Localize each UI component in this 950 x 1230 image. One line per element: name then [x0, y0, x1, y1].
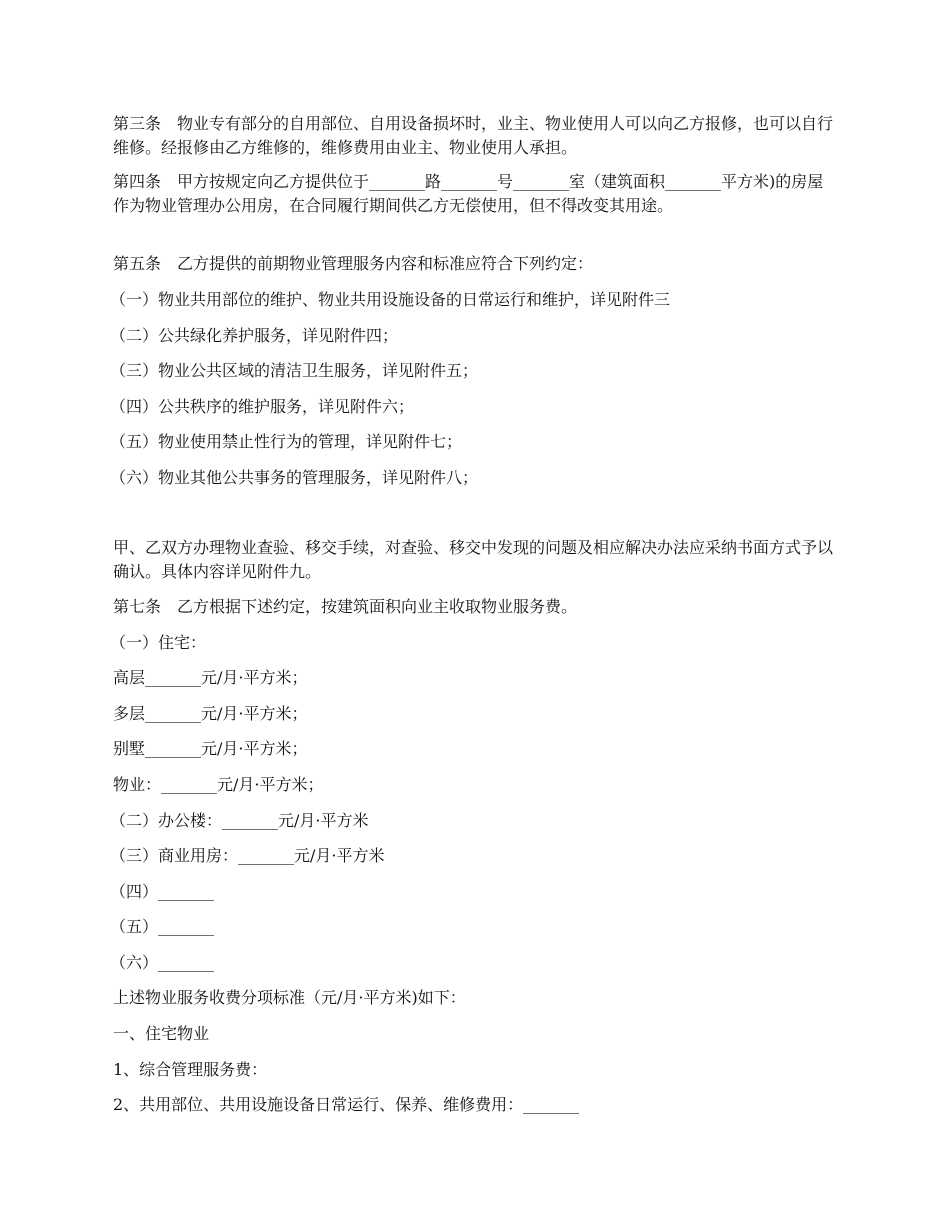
fee-line-villa: 别墅_______元/月·平方米； [113, 739, 308, 758]
article-7-heading: 第七条 乙方根据下述约定，按建筑面积向业主收取物业服务费。 [113, 597, 578, 616]
service-item-6: （六）物业其他公共事务的管理服务，详见附件八； [110, 468, 479, 487]
fee-line-property: 物业：_______元/月·平方米； [113, 775, 324, 794]
breakdown-item-1: 1、综合管理服务费： [113, 1060, 268, 1079]
service-item-4: （四）公共秩序的维护服务，详见附件六； [110, 397, 415, 416]
residential-heading: 一、住宅物业 [113, 1024, 210, 1043]
service-item-2: （二）公共绿化养护服务，详见附件四； [110, 326, 399, 345]
breakdown-intro: 上述物业服务收费分项标准（元/月·平方米)如下： [113, 988, 466, 1007]
fee-line-5: （五）_______ [110, 917, 215, 936]
service-item-5: （五）物业使用禁止性行为的管理，详见附件七； [110, 432, 463, 451]
fee-line-6: （六）_______ [110, 953, 215, 972]
fee-line-4: （四）_______ [110, 882, 215, 901]
fee-line-residential: （一）住宅： [110, 633, 207, 652]
breakdown-item-2: 2、共用部位、共用设施设备日常运行、保养、维修费用：_______ [113, 1095, 580, 1114]
service-item-1: （一）物业共用部位的维护、物业共用设施设备的日常运行和维护，详见附件三 [110, 290, 671, 309]
handover-paragraph: 甲、乙双方办理物业查验、移交手续，对查验、移交中发现的问题及相应解决办法应采纳书面方式予以确认。具体内容详见附件九。 [113, 538, 834, 581]
fee-line-office: （二）办公楼：_______元/月·平方米 [110, 811, 369, 830]
fee-line-multi-storey: 多层_______元/月·平方米； [113, 704, 308, 723]
service-item-3: （三）物业公共区域的清洁卫生服务，详见附件五； [110, 361, 479, 380]
article-3-paragraph: 第三条 物业专有部分的自用部位、自用设备损坏时，业主、物业使用人可以向乙方报修，也可以自行维修。经报修由乙方维修的，维修费用由业主、物业使用人承担。 [113, 114, 834, 157]
fee-line-commercial: （三）商业用房：_______元/月·平方米 [110, 846, 385, 865]
article-5-heading: 第五条 乙方提供的前期物业管理服务内容和标准应符合下列约定： [113, 254, 594, 273]
article-4-paragraph: 第四条 甲方按规定向乙方提供位于_______路_______号_______室（建筑面积_______平方米)的房屋作为物业管理办公用房，在合同履行期间供乙方无偿使用，但不得改变其用途。 [113, 172, 824, 215]
fee-line-high-rise: 高层_______元/月·平方米； [113, 668, 308, 687]
